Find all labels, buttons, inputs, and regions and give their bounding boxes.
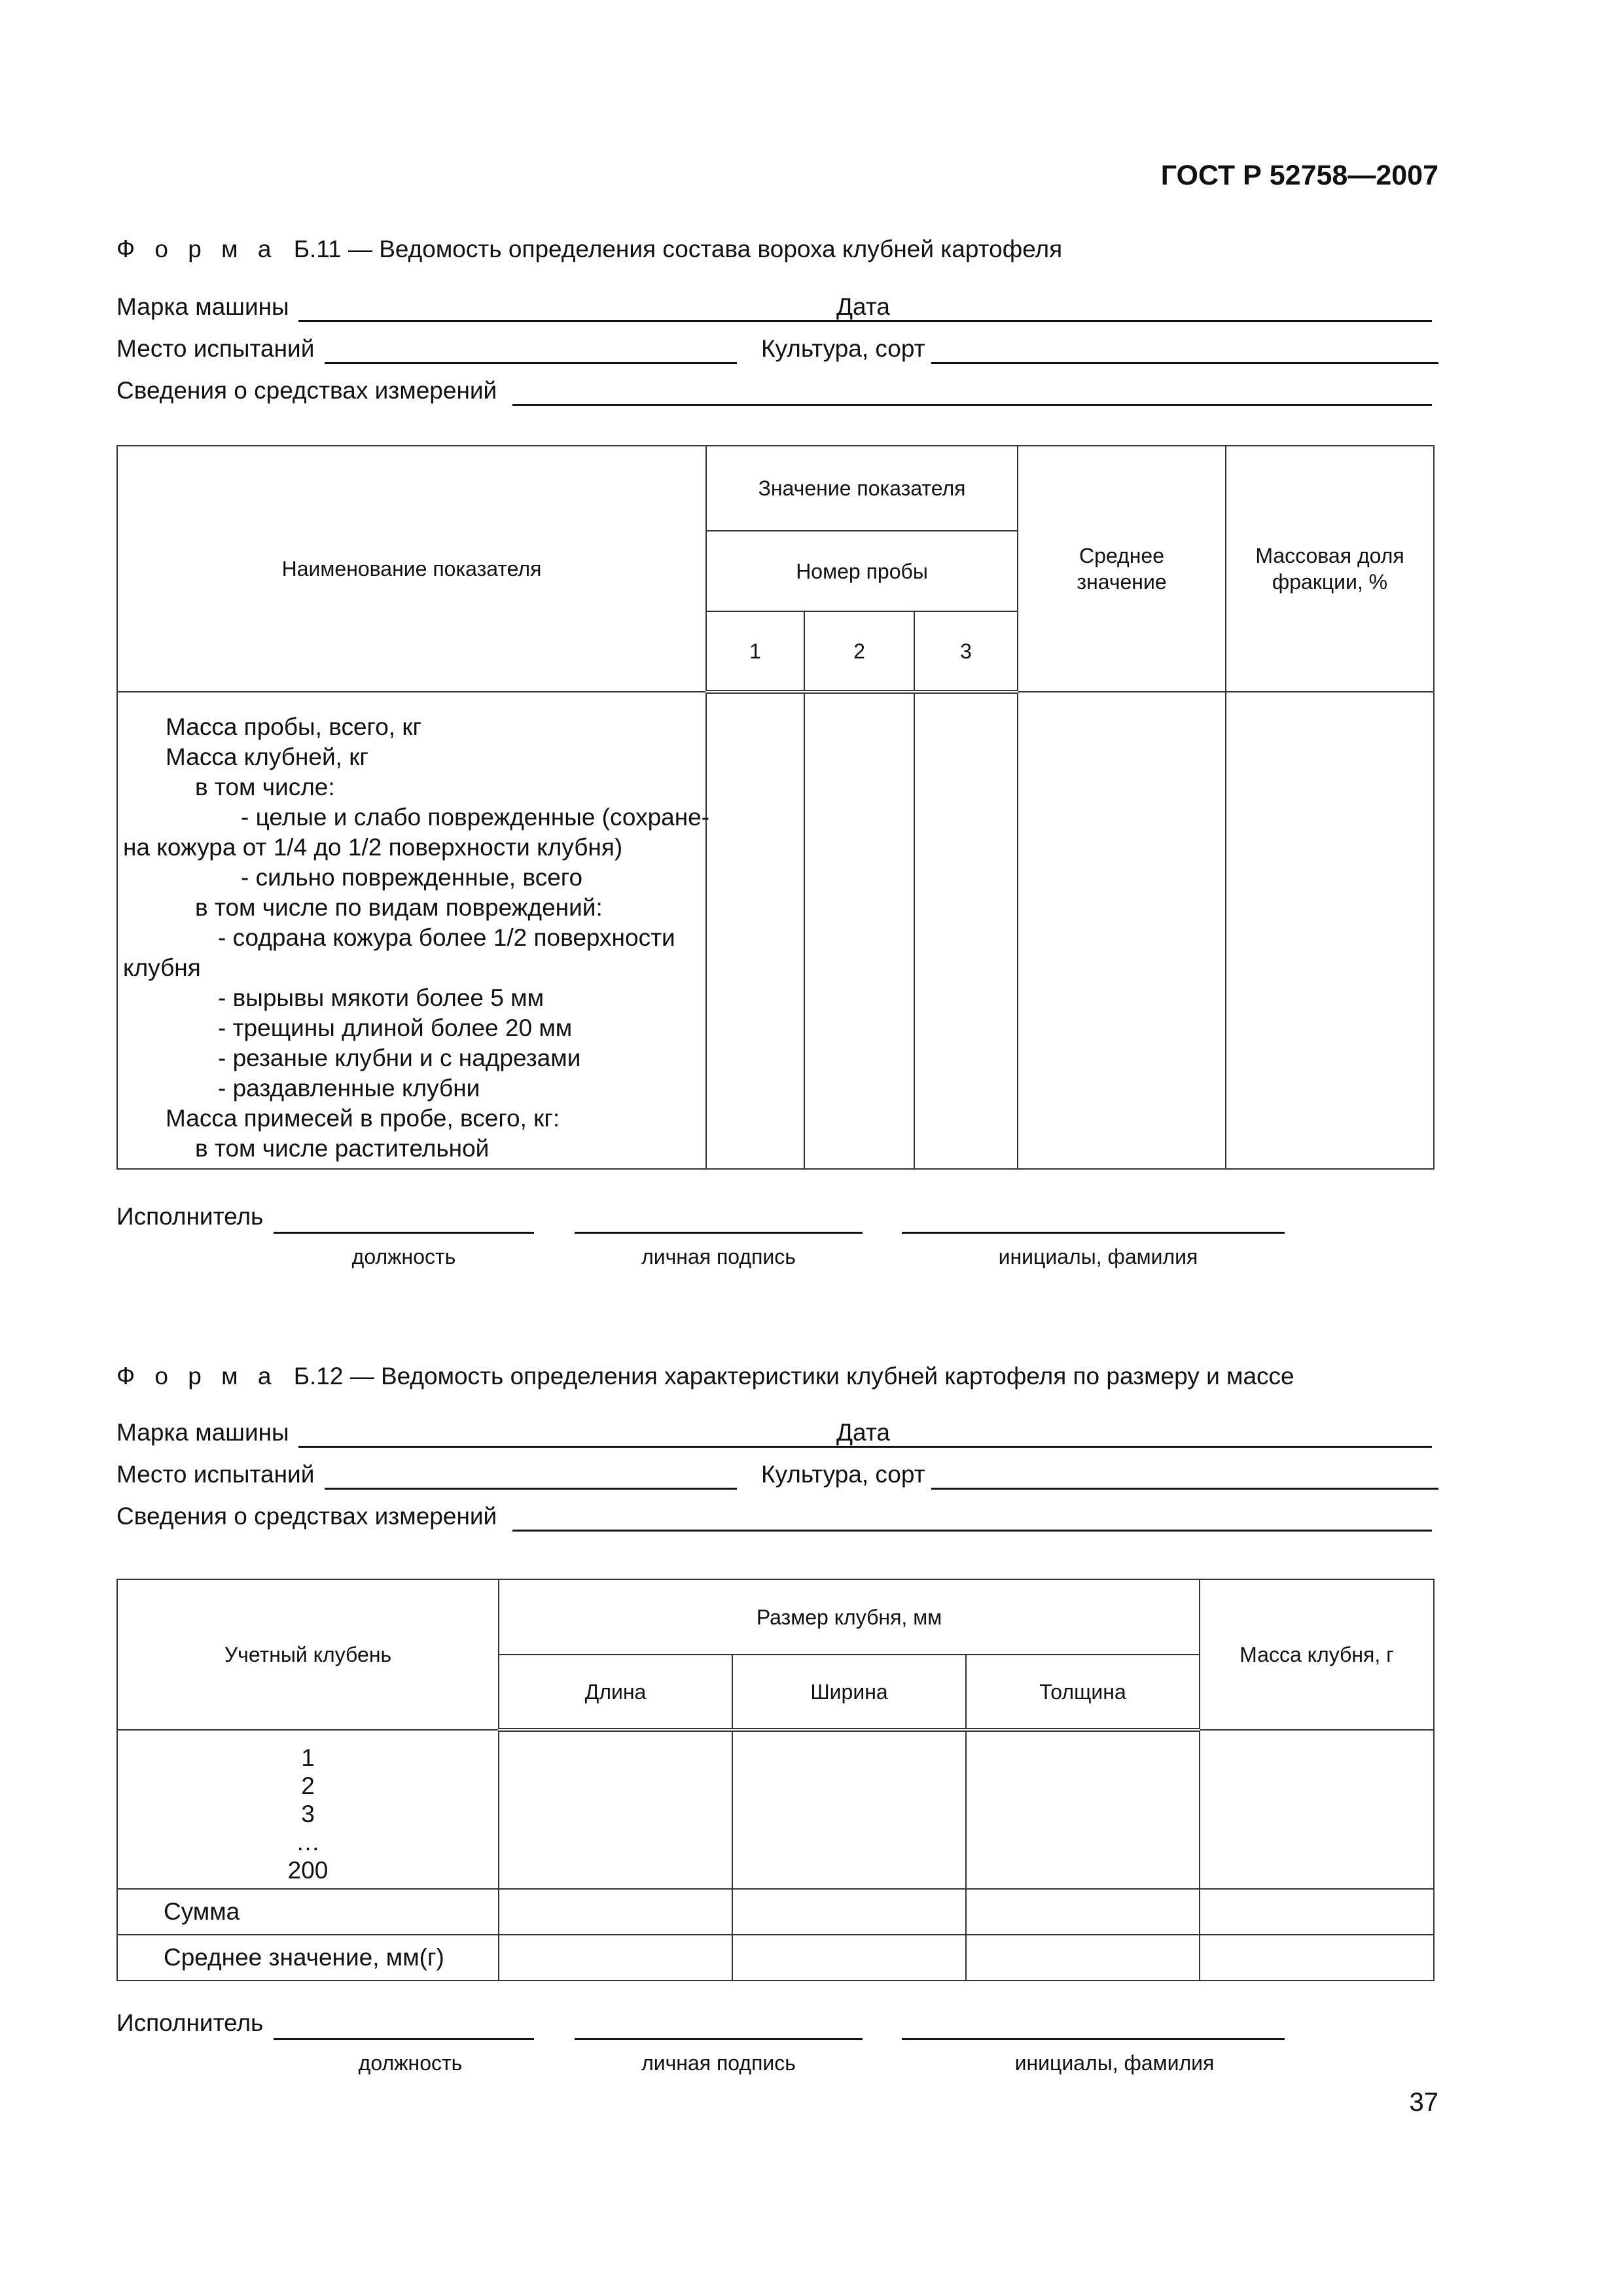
form12-name-field[interactable]	[902, 2038, 1285, 2040]
form11-col-value: Значение показателя	[706, 446, 1018, 531]
standard-number: ГОСТ Р 52758—2007	[1160, 160, 1438, 191]
form11-place-field[interactable]	[325, 362, 737, 364]
form12-place-label: Место испытаний	[116, 1461, 315, 1488]
form11-place-crop-line	[116, 336, 1465, 367]
form12-col-mass: Масса клубня, г	[1200, 1579, 1434, 1730]
form11-brand-date-line	[116, 295, 1452, 325]
form11-instruments-line	[116, 378, 1452, 408]
form12-signature	[116, 2009, 1425, 2081]
form11-place-label: Место испытаний	[116, 335, 315, 362]
form11-row: - резаные клубни и с надрезами	[218, 1045, 581, 1071]
form12-crop-label: Культура, сорт	[761, 1461, 925, 1488]
form11-row: - раздавленные клубни	[218, 1075, 480, 1102]
form12-instruments-label: Сведения о средствах измерений	[116, 1503, 497, 1530]
form12-tuber-number: 1	[301, 1744, 315, 1771]
form12-date-label: Дата	[836, 1419, 890, 1446]
form12-cell-thickness[interactable]	[966, 1730, 1200, 1889]
form11-signature-label: Исполнитель	[116, 1203, 264, 1230]
form11-prefix: Ф о р м а	[116, 236, 278, 262]
form11-col-sample: Номер пробы	[706, 531, 1018, 611]
form12-cell-width[interactable]	[732, 1730, 966, 1889]
form12-sum-thickness[interactable]	[966, 1889, 1200, 1935]
form11-cell-sample-1[interactable]	[706, 692, 804, 1169]
form12-table	[116, 1579, 1435, 1981]
form11-row: Масса клубней, кг	[166, 744, 368, 770]
form11-row: на кожура от 1/4 до 1/2 поверхности клубня)	[123, 834, 623, 861]
form11-col-mean: Среднее значение	[1018, 446, 1226, 692]
form11-sample-3: 3	[914, 611, 1018, 692]
form11-signature	[116, 1203, 1425, 1275]
form12-instruments-line	[116, 1504, 1452, 1534]
form11-brand-label: Марка машины	[116, 293, 289, 320]
form12-title: Б.12 — Ведомость определения характеристики клубней картофеля по размеру и массе	[293, 1363, 1294, 1390]
form12-brand-date-line	[116, 1420, 1452, 1450]
form11-row: - трещины длиной более 20 мм	[218, 1014, 573, 1041]
form11-date-label: Дата	[836, 293, 890, 320]
form11-signature-caption: личная подпись	[641, 1245, 796, 1268]
form12-sum-mass[interactable]	[1200, 1889, 1434, 1935]
form11-position-caption: должность	[351, 1245, 456, 1268]
form12-signature-caption: личная подпись	[641, 2051, 796, 2075]
form11-table	[116, 445, 1435, 1170]
form12-sum-width[interactable]	[732, 1889, 966, 1935]
form12-cell-length[interactable]	[499, 1730, 732, 1889]
form11-cell-sample-2[interactable]	[804, 692, 914, 1169]
form11-row: Масса примесей в пробе, всего, кг:	[166, 1105, 560, 1132]
form11-sample-1: 1	[706, 611, 804, 692]
form12-sum-length[interactable]	[499, 1889, 732, 1935]
form12-title-line	[116, 1363, 1294, 1390]
form11-crop-label: Культура, сорт	[761, 335, 925, 362]
form11-instruments-label: Сведения о средствах измерений	[116, 377, 497, 404]
form12-tuber-number: 3	[301, 1801, 315, 1827]
form12-signature-field[interactable]	[575, 2038, 863, 2040]
form12-name-caption: инициалы, фамилия	[1014, 2051, 1215, 2075]
form12-brand-label: Марка машины	[116, 1419, 289, 1446]
form11-row: клубня	[123, 954, 201, 981]
form12-tuber-number: …	[296, 1829, 320, 1856]
form12-row-mean: Среднее значение, мм(г)	[117, 1935, 499, 1981]
form11-row: в том числе по видам повреждений:	[195, 894, 603, 921]
form12-position-caption: должность	[358, 2051, 463, 2075]
page-number: 37	[1409, 2088, 1438, 2117]
form12-position-field[interactable]	[274, 2038, 534, 2040]
form12-crop-field[interactable]	[931, 1488, 1438, 1490]
form11-col-name: Наименование показателя	[117, 446, 706, 692]
form11-row-labels	[117, 692, 710, 1169]
form11-name-caption: инициалы, фамилия	[998, 1245, 1198, 1268]
form11-row: - целые и слабо поврежденные (сохране-	[241, 804, 710, 831]
form12-cell-mass[interactable]	[1200, 1730, 1434, 1889]
form11-row: - вырывы мякоти более 5 мм	[218, 984, 544, 1011]
form12-prefix: Ф о р м а	[116, 1363, 278, 1390]
form11-cell-fraction[interactable]	[1226, 692, 1434, 1169]
form12-date-field[interactable]	[902, 1446, 1432, 1448]
form11-row: Масса пробы, всего, кг	[166, 713, 422, 740]
form12-place-crop-line	[116, 1462, 1465, 1492]
form12-tuber-number: 2	[301, 1772, 315, 1799]
form12-tuber-numbers	[117, 1730, 499, 1889]
form12-mean-length[interactable]	[499, 1935, 732, 1981]
form12-signature-label: Исполнитель	[116, 2009, 264, 2036]
form11-cell-sample-3[interactable]	[914, 692, 1018, 1169]
form12-place-field[interactable]	[325, 1488, 737, 1490]
form11-cell-mean[interactable]	[1018, 692, 1226, 1169]
form11-signature-field[interactable]	[575, 1232, 863, 1234]
form11-crop-field[interactable]	[931, 362, 1438, 364]
form11-sample-2: 2	[804, 611, 914, 692]
form11-row: в том числе растительной	[195, 1135, 490, 1162]
form11-row: - сильно поврежденные, всего	[241, 864, 583, 891]
form12-row-sum: Сумма	[117, 1889, 499, 1935]
form11-col-fraction: Массовая доля фракции, %	[1226, 446, 1434, 692]
form12-mean-thickness[interactable]	[966, 1935, 1200, 1981]
form12-tuber-number: 200	[287, 1857, 329, 1884]
form11-row: в том числе:	[195, 774, 335, 800]
form12-col-tuber: Учетный клубень	[117, 1579, 499, 1730]
form11-row: - содрана кожура более 1/2 поверхности	[218, 924, 675, 951]
form12-col-thickness: Толщина	[966, 1655, 1200, 1730]
form11-date-field[interactable]	[902, 320, 1432, 322]
form11-name-field[interactable]	[902, 1232, 1285, 1234]
form12-mean-mass[interactable]	[1200, 1935, 1434, 1981]
form11-position-field[interactable]	[274, 1232, 534, 1234]
form12-col-length: Длина	[499, 1655, 732, 1730]
form11-title: Б.11 — Ведомость определения состава вороха клубней картофеля	[293, 236, 1063, 262]
form12-instruments-field[interactable]	[512, 1530, 1432, 1532]
form12-mean-width[interactable]	[732, 1935, 966, 1981]
form12-col-width: Ширина	[732, 1655, 966, 1730]
form12-col-size: Размер клубня, мм	[499, 1579, 1200, 1655]
form11-title-line	[116, 236, 1062, 263]
form11-instruments-field[interactable]	[512, 404, 1432, 406]
